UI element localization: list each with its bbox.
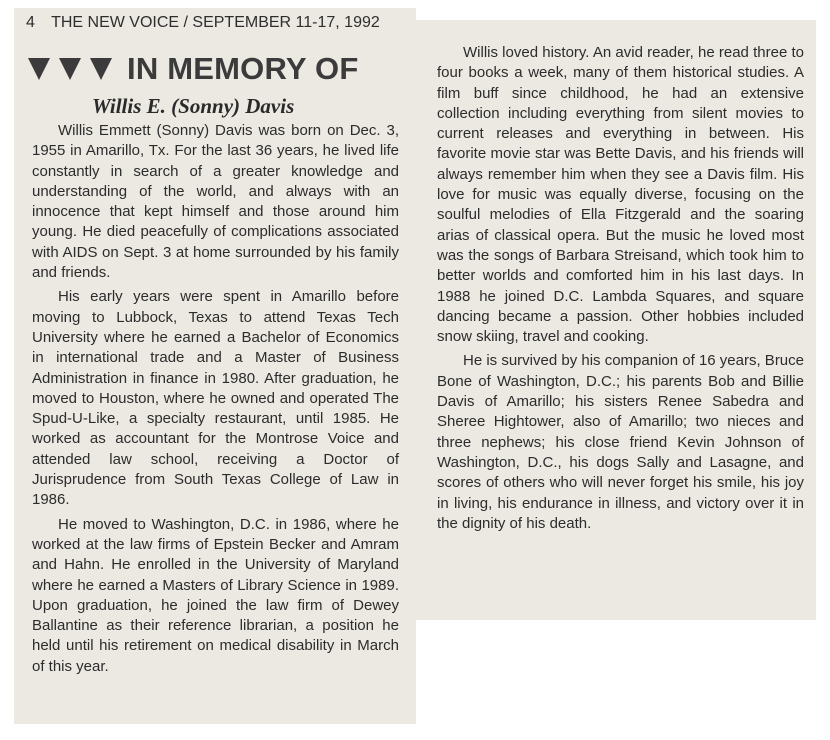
paragraph-survivors: He is survived by his companion of 16 years, Bruce Bone of Washington, D.C.; his parents Bob and Billie Davis of Amarillo; his sisters Renee Sabedra and Sheree Hightower, also of Amarillo; two nieces and three nephews; his close friend Kevin Johnson of Washington, D.C., his dogs Sally and Lasagne, and scores of others who will never forget his smile, his joy in living, his endurance in illness, and victory over it in the dignity of his death. [437, 352, 804, 532]
paragraph-washington: He moved to Washington, D.C. in 1986, where he worked at the law firms of Epstein Becker and Amram and Hahn. He enrolled in the University of Maryland where he earned a Masters of Library Science in 1989. Upon graduation, he joined the law firm of Dewey Ballantine as their reference librarian, a position he held until his retirement on medical disability in March of this year. [32, 515, 399, 675]
paragraph-interests: Willis loved history. An avid reader, he read three to four books a week, many of them historical studies. A film buff since childhood, he had an extensive collection including everything from silent movies to current releases and everything in between. His favorite movie star was Bette Davis, and his friends will always remember him when they see a Davis film. His love for music was equally diverse, focusing on the soulful melodies of Ella Fitzgerald and the soaring arias of classical opera. But the music he loved most was the songs of Barbara Streisand, which took him to better worlds and comforted him in his last days. In 1988 he joined D.C. Lambda Squares, and square dancing became a passion. Other hobbies included snow skiing, travel and cooking. [437, 44, 804, 346]
paragraph-birth: Willis Emmett (Sonny) Davis was born on Dec. 3, 1955 in Amarillo, Tx. For the last 36 years, he lived life constantly in search of a greater knowledge and understanding of the world, and always with an innocence that kept himself and those around him young. He died peacefully of complications associated with AIDS on Sept. 3 at home surrounded by his family and friends. [32, 122, 399, 282]
paragraph-early-years: His early years were spent in Amarillo before moving to Lubbock, Texas to attend Texas Tech University where he earned a Bachelor of Economics in international trade and a Master of Business Administration in finance in 1980. After graduation, he moved to Houston, where he owned and operated The Spud-U-Like, a specialty restaurant, until 1985. He worked as accountant for the Montrose Voice and attended law school, receiving a Doctor of Jurisprudence from South Texas College of Law in 1986. [32, 288, 399, 509]
down-triangle-icon [59, 58, 81, 80]
right-column [437, 43, 804, 538]
section-title [28, 49, 413, 89]
masthead: THE NEW VOICE / SEPTEMBER 11-17, 1992 [51, 14, 380, 31]
left-column [32, 121, 399, 681]
section-title-text: IN MEMORY OF [127, 51, 359, 86]
obituary-name: Willis E. (Sonny) Davis [92, 94, 295, 118]
down-triangle-icon [90, 58, 112, 80]
down-triangle-icon [28, 58, 50, 80]
page-header [26, 13, 456, 33]
page-number: 4 [26, 14, 35, 31]
